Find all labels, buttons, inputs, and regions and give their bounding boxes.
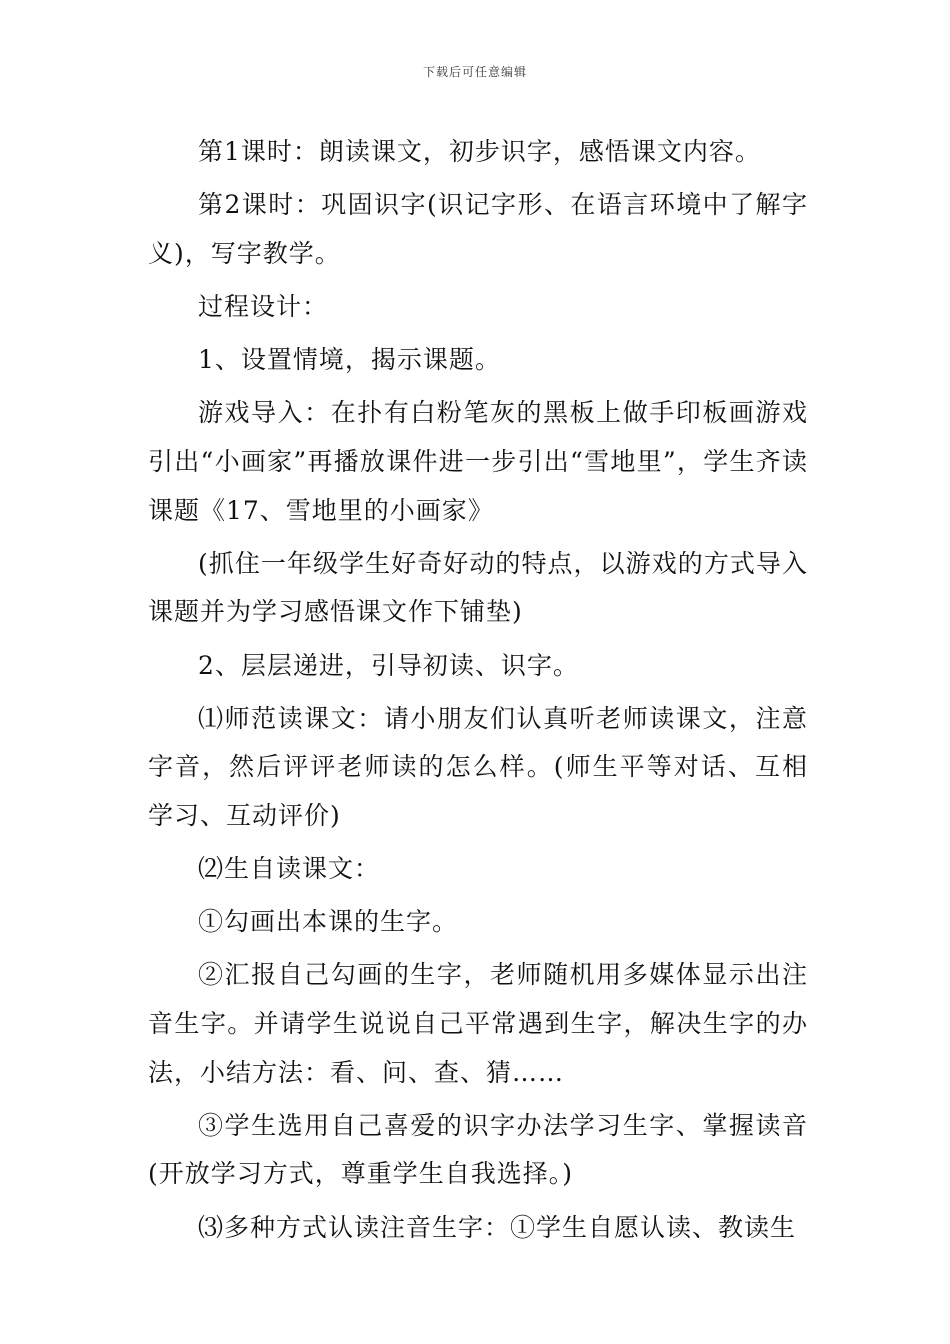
paragraph-lesson-2: 第2课时：巩固识字(识记字形、在语言环境中了解字义)，写字教学。 [148,190,808,268]
paragraph-mark-characters: ①勾画出本课的生字。 [198,907,459,937]
paragraph-process-heading: 过程设计： [198,291,329,321]
page-header-note: 下载后可任意编辑 [422,65,527,79]
paragraph-choose-method: ③学生选用自己喜爱的识字办法学习生字、掌握读音(开放学习方式，尊重学生自我选择。) [148,1110,808,1189]
document-body [148,128,808,1257]
paragraph-report-characters: ②汇报自己勾画的生字，老师随机用多媒体显示出注音生字。并请学生说说自己平常遇到生字，解决生字的办法，小结方法：看、问、查、猜…… [148,960,808,1087]
paragraph-intro-note: (抓住一年级学生好奇好动的特点，以游戏的方式导入课题并为学习感悟课文作下铺垫) [148,548,808,627]
paragraph-lesson-1: 第1课时：朗读课文，初步识字，感悟课文内容。 [198,137,761,166]
paragraph-teacher-reading: ⑴师范读课文：请小朋友们认真听老师读课文，注意字音，然后评评老师读的怎么样。(师生平等对话、互相学习、互动评价) [148,703,808,830]
paragraph-recognition-methods: ⑶多种方式认读注音生字：①学生自愿认读、教读生 [198,1212,797,1242]
paragraph-game-intro: 游戏导入：在扑有白粉笔灰的黑板上做手印板画游戏引出“小画家”再播放课件进一步引出“雪地里”，学生齐读课题《17、雪地里的小画家》 [148,398,808,525]
paragraph-self-reading: ⑵生自读课文： [198,854,381,884]
paragraph-step-1: 1、设置情境，揭示课题。 [198,345,501,375]
paragraph-step-2: 2、层层递进，引导初读、识字。 [198,650,579,680]
